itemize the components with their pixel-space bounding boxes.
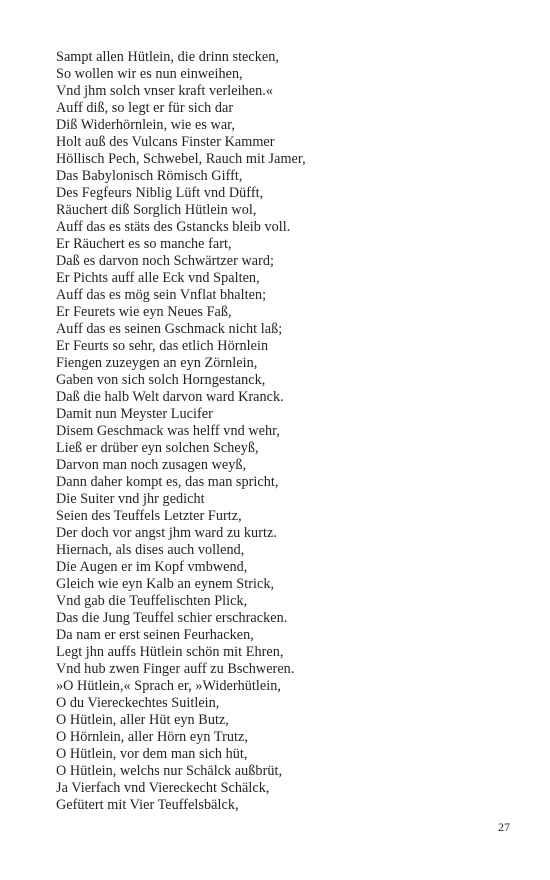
page-number: 27: [498, 820, 510, 834]
verse-line: Seien des Teuffels Letzter Furtz,: [56, 508, 242, 524]
verse-line: Er Pichts auff alle Eck vnd Spalten,: [56, 270, 260, 286]
verse-line: O Hörnlein, aller Hörn eyn Trutz,: [56, 729, 248, 745]
verse-line: Das Babylonisch Römisch Gifft,: [56, 168, 243, 184]
verse-line: Vnd gab die Teuffelischten Plick,: [56, 593, 248, 609]
verse-line: Er Feurts so sehr, das etlich Hörnlein: [56, 338, 269, 354]
verse-line: O Hütlein, vor dem man sich hüt,: [56, 746, 248, 762]
verse-line: Räuchert diß Sorglich Hütlein wol,: [56, 202, 257, 218]
verse-line: O du Viereckechtes Suitlein,: [56, 695, 220, 711]
verse-line: Auff das es mög sein Vnflat bhalten;: [56, 287, 267, 303]
verse-line: Die Augen er im Kopf vmbwend,: [56, 559, 248, 575]
verse-line: Er Räuchert es so manche fart,: [56, 236, 232, 252]
verse-line: O Hütlein, aller Hüt eyn Butz,: [56, 712, 229, 728]
verse-line: Auff das es stäts des Gstancks bleib voll.: [56, 219, 291, 235]
verse-line: Der doch vor angst jhm ward zu kurtz.: [56, 525, 277, 541]
verse-line: Da nam er erst seinen Feurhacken,: [56, 627, 254, 643]
verse-line: Das die Jung Teuffel schier erschracken.: [56, 610, 288, 626]
verse-line: Hiernach, als dises auch vollend,: [56, 542, 245, 558]
verse-line: Legt jhn auffs Hütlein schön mit Ehren,: [56, 644, 284, 660]
verse-line: So wollen wir es nun einweihen,: [56, 66, 243, 82]
verse-line: Vnd jhm solch vnser kraft verleihen.«: [56, 83, 273, 99]
verse-line: Disem Geschmack was helff vnd wehr,: [56, 423, 280, 439]
verse-line: Gaben von sich solch Horngestanck,: [56, 372, 266, 388]
poem-text-block: [56, 49, 496, 814]
verse-line: Diß Widerhörnlein, wie es war,: [56, 117, 235, 133]
verse-line: Auff das es seinen Gschmack nicht laß;: [56, 321, 283, 337]
verse-line: Gefütert mit Vier Teuffelsbälck,: [56, 797, 239, 813]
verse-line: Sampt allen Hütlein, die drinn stecken,: [56, 49, 279, 65]
verse-line: Des Fegfeurs Niblig Lüft vnd Düfft,: [56, 185, 264, 201]
verse-line: Fiengen zuzeygen an eyn Zörnlein,: [56, 355, 258, 371]
verse-line: Daß es darvon noch Schwärtzer ward;: [56, 253, 275, 269]
verse-line: Vnd hub zwen Finger auff zu Bschweren.: [56, 661, 295, 677]
verse-line: Holt auß des Vulcans Finster Kammer: [56, 134, 275, 150]
verse-line: Höllisch Pech, Schwebel, Rauch mit Jamer,: [56, 151, 306, 167]
verse-line: Gleich wie eyn Kalb an eynem Strick,: [56, 576, 275, 592]
verse-line: Ja Vierfach vnd Viereckecht Schälck,: [56, 780, 270, 796]
verse-line: Er Feurets wie eyn Neues Faß,: [56, 304, 232, 320]
verse-line: Dann daher kompt es, das man spricht,: [56, 474, 279, 490]
verse-line: Daß die halb Welt darvon ward Kranck.: [56, 389, 284, 405]
verse-line: »O Hütlein,« Sprach er, »Widerhütlein,: [56, 678, 281, 694]
verse-line: Ließ er drüber eyn solchen Scheyß,: [56, 440, 259, 456]
verse-line: Auff diß, so legt er für sich dar: [56, 100, 234, 116]
verse-line: Darvon man noch zusagen weyß,: [56, 457, 247, 473]
verse-line: Damit nun Meyster Lucifer: [56, 406, 213, 422]
verse-line: O Hütlein, welchs nur Schälck außbrüt,: [56, 763, 283, 779]
verse-line: Die Suiter vnd jhr gedicht: [56, 491, 205, 507]
